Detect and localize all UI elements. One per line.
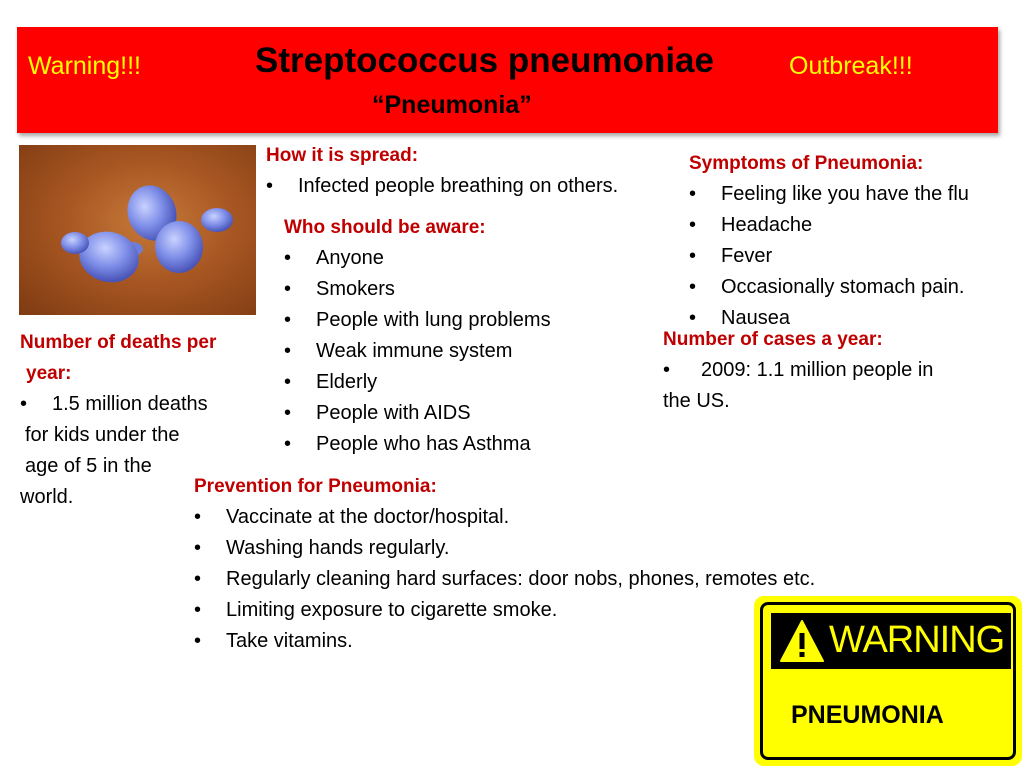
symptoms-heading: Symptoms of Pneumonia: [689,153,924,174]
bacteria-image [19,145,256,315]
aware-heading: Who should be aware: [284,217,486,238]
list-item: • Feeling like you have the flu [689,179,969,210]
prevention-heading: Prevention for Pneumonia: [194,476,437,497]
list-item: • Nausea [689,303,969,334]
list-item: • People who has Asthma [284,429,551,460]
list-item: • Washing hands regularly. [194,533,884,564]
list-item: • Limiting exposure to cigarette smoke. [194,595,884,626]
warning-sign-label: PNEUMONIA [791,701,944,729]
list-item: • Headache [689,210,969,241]
symptoms-list [689,179,969,334]
cases-line1: • 2009: 1.1 million people in [663,359,934,381]
spread-section [266,140,618,202]
deaths-section [20,327,216,513]
aware-section [284,212,551,460]
banner-title: Streptococcus pneumoniae [255,41,714,80]
cases-heading: Number of cases a year: [663,329,883,350]
warning-sign-header [771,613,1011,669]
symptoms-section [689,148,969,334]
list-item: • People with AIDS [284,398,551,429]
list-item: • Occasionally stomach pain. [689,272,969,303]
aware-list [284,243,551,460]
deaths-line4: world. [20,486,74,508]
deaths-line1: • 1.5 million deaths [20,393,208,415]
warning-triangle-icon [779,619,825,668]
list-item: • Fever [689,241,969,272]
list-item: • Weak immune system [284,336,551,367]
banner-subtitle: “Pneumonia” [372,91,532,119]
banner-warning-text: Warning!!! [28,52,142,80]
list-item: • People with lung problems [284,305,551,336]
deaths-heading-line2: year: [26,363,72,384]
deaths-heading: Number of deaths per [20,332,217,353]
list-item: • Regularly cleaning hard surfaces: door nobs, phones, remotes etc. [194,564,884,595]
warning-sign-word: WARNING [829,619,1005,661]
cases-section [663,324,933,417]
list-item: • Vaccinate at the doctor/hospital. [194,502,884,533]
warning-sign [754,596,1022,766]
title-banner [17,27,998,133]
spread-list [266,171,618,202]
cases-line2: the US. [663,390,730,412]
banner-outbreak-text: Outbreak!!! [789,52,913,80]
list-item: • Smokers [284,274,551,305]
list-item: • Anyone [284,243,551,274]
deaths-line2: for kids under the [25,424,180,446]
list-item: • Take vitamins. [194,626,884,657]
list-item: • Elderly [284,367,551,398]
deaths-line3: age of 5 in the [25,455,152,477]
spread-heading: How it is spread: [266,145,419,166]
list-item: • Infected people breathing on others. [266,171,618,202]
